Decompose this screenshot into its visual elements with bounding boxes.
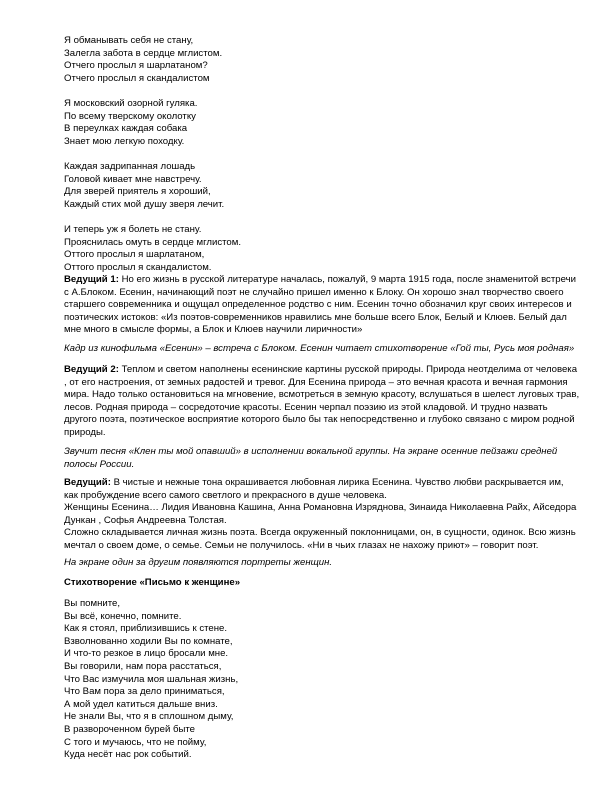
verse-line: Что Вас измучила моя шальная жизнь, <box>64 673 239 685</box>
paragraph-text: Теплом и светом наполнены есенинские картины русской природы. Природа неотделима от человека , от его настроения, от земных радостей и тревог. Для Есенина природа – это вечная красота и вечная гармония мира. Надо только остановиться на мгновение, всмотреться в земную красоту, вслушаться в шелест луговых трав, лесов. Родная природа – сосредоточие красоты. Есенин черпал поэзию из этой кладовой. И трудно назвать другого поэта, поэтическое восприятие которого было бы так непосредственно и глубоко связано с миром родной природы. <box>64 364 580 438</box>
paragraph-text: В чистые и нежные тона окрашивается любовная лирика Есенина. Чувство любви раскрывается им, как пробуждение всего самого светлого и прекрасного в душе человека. <box>64 477 564 501</box>
stage-note-1 <box>64 343 580 356</box>
poem-stanza-4 <box>64 224 580 274</box>
verse-line: Залегла забота в сердце мглистом. <box>64 47 223 59</box>
stage-note-2 <box>64 446 580 471</box>
stage-note-text: Звучит песня «Клен ты мой опавший» в исполнении вокальной группы. На экране осенние пейзажи средней полосы России. <box>64 446 558 470</box>
host1-paragraph <box>64 274 580 337</box>
poem-title-text: Стихотворение «Письмо к женщине» <box>64 577 241 588</box>
verse-line: С того и мучаюсь, что не пойму, <box>64 736 207 748</box>
women-paragraph: Женщины Есенина… Лидия Ивановна Кашина, Анна Романовна Изряднова, Зинаида Николаевна Райх, Айседора Дункан , Софья Андреевна Толстая. <box>64 502 577 526</box>
paragraph-text: Но его жизнь в русской литературе началась, пожалуй, 9 марта 1915 года, после знаменитой встречи с А.Блоком. Есенин, начинающий поэт не случайно пришел именно к Блоку. Он хорошо знал творчество своего старшего современника и ощущал определенное родство с ним. Есенин точно обозначил круг своих интересов и поэтических истоков: «Из поэтов-современников нравились мне больше всего Блок, Белый и Клюев. Белый дал мне много в смысле формы, а Блок и Клюев научили лиричности» <box>64 274 576 336</box>
verse-line: И что-то резкое в лицо бросали мне. <box>64 648 229 660</box>
verse-line: Вы помните, <box>64 598 121 609</box>
verse-line: Прояснилась омуть в сердце мглистом. <box>64 236 242 248</box>
verse-line: Отчего прослыл я шарлатаном? <box>64 60 208 72</box>
verse-line: Я обманывать себя не стану, <box>64 35 194 46</box>
verse-line: Вы говорили, нам пора расстаться, <box>64 660 222 672</box>
speaker-label: Ведущий 2: <box>64 364 119 375</box>
verse-line: Взволнованно ходили Вы по комнате, <box>64 635 233 647</box>
poem-stanza-3 <box>64 161 580 211</box>
verse-line: Вы всё, конечно, помните. <box>64 610 182 622</box>
verse-line: Оттого прослыл я скандалистом. <box>64 261 212 273</box>
verse-line: Головой кивает мне навстречу. <box>64 173 202 185</box>
speaker-label: Ведущий 1: <box>64 274 119 285</box>
verse-line: Оттого прослыл я шарлатаном, <box>64 249 205 261</box>
life-paragraph: Сложно складывается личная жизнь поэта. Всегда окруженный поклонницами, он, в сущности, одинок. Всю жизнь мечтал о своем доме, о семье. Семьи не получилось. «Ни в чьих глазах не нахожу приют» – говорит поэт. <box>64 527 576 551</box>
verse-line: Куда несёт нас рок событий. <box>64 749 192 761</box>
poem-stanza-2 <box>64 98 580 148</box>
verse-line: А мой удел катиться дальше вниз. <box>64 698 218 710</box>
poem-stanza-1 <box>64 35 580 85</box>
verse-line: По всему тверскому околотку <box>64 110 196 122</box>
verse-line: Отчего прослыл я скандалистом <box>64 72 210 84</box>
verse-line: Для зверей приятель я хороший, <box>64 186 211 198</box>
verse-line: Не знали Вы, что я в сплошном дыму, <box>64 711 234 723</box>
verse-line: И теперь уж я болеть не стану. <box>64 224 202 235</box>
host2-paragraph <box>64 364 580 440</box>
verse-line: Каждая задрипанная лошадь <box>64 161 196 172</box>
speaker-label: Ведущий: <box>64 477 111 488</box>
stage-note-text: Кадр из кинофильма «Есенин» – встреча с Блоком. Есенин читает стихотворение «Гой ты, Русь моя родная» <box>64 343 575 354</box>
verse-line: Что Вам пора за дело приниматься, <box>64 686 225 698</box>
verse-line: В переулках каждая собака <box>64 123 188 135</box>
poem-title <box>64 577 580 590</box>
verse-line: Каждый стих мой душу зверя лечит. <box>64 198 225 210</box>
host3-paragraph <box>64 477 580 553</box>
verse-line: Я московский озорной гуляка. <box>64 98 198 109</box>
poem-letter-to-woman <box>64 598 580 762</box>
stage-note-text: На экране один за другим появляются портреты женщин. <box>64 557 333 568</box>
verse-line: В развороченном бурей быте <box>64 723 196 735</box>
verse-line: Как я стоял, приблизившись к стене. <box>64 623 228 635</box>
stage-note-3 <box>64 557 580 570</box>
verse-line: Знает мою легкую походку. <box>64 135 185 147</box>
